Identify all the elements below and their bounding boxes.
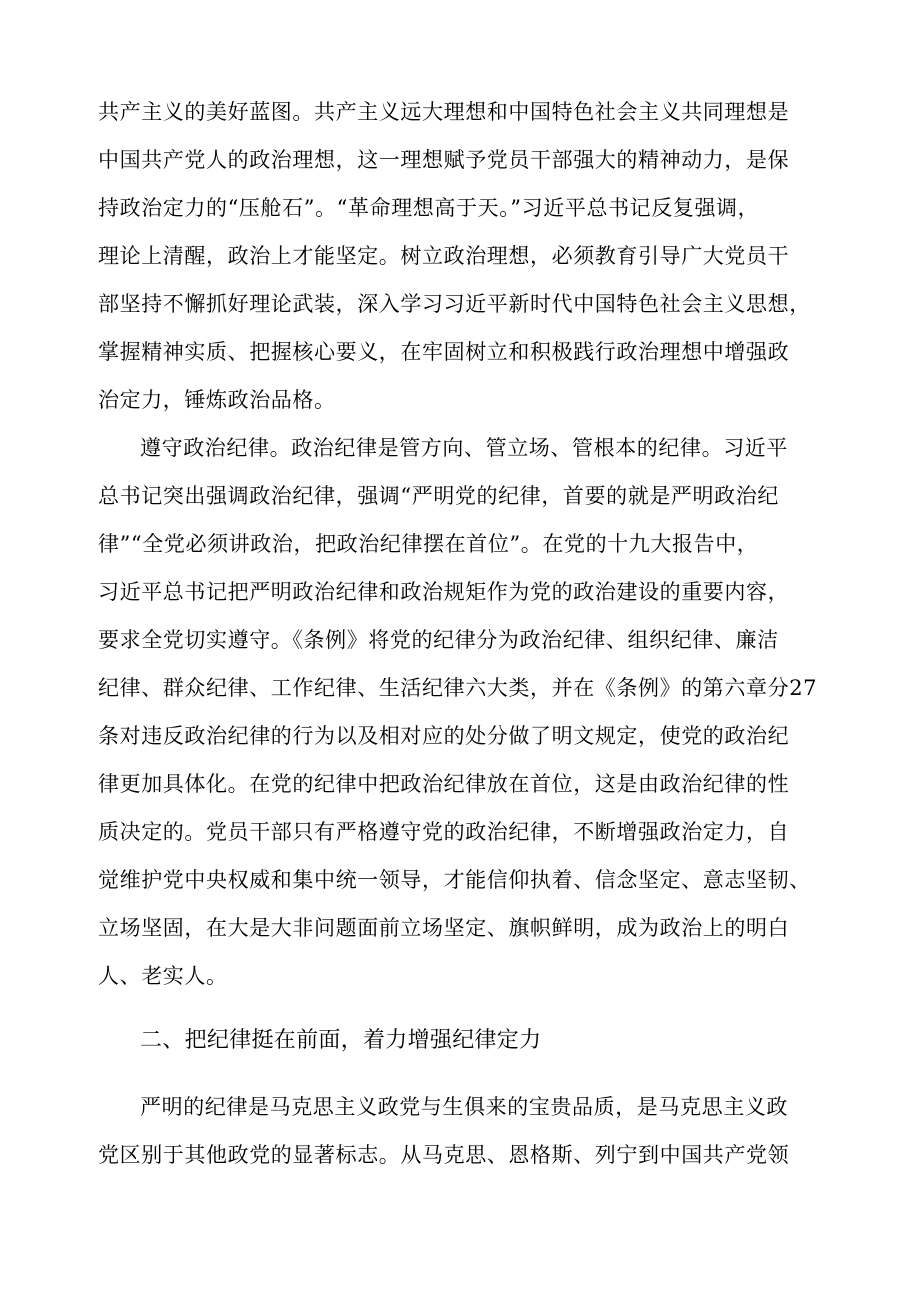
paragraph-line: 理论上清醒，政治上才能坚定。树立政治理想，必须教育引导广大党员干 [98,244,790,268]
paragraph-line: 习近平总书记把严明政治纪律和政治规矩作为党的政治建设的重要内容， [98,580,790,604]
section-heading: 二、把纪律挺在前面，着力增强纪律定力 [140,1028,542,1053]
paragraph-line: 立场坚固，在大是大非问题面前立场坚定、旗帜鲜明，成为政治上的明白 [98,916,790,940]
paragraph-line: 掌握精神实质、把握核心要义，在牢固树立和积极践行政治理想中增强政 [98,340,790,364]
paragraph-line: 持政治定力的“压舱石”。“革命理想高于天。”习近平总书记反复强调， [98,196,760,220]
paragraph-line: 律”“全党必须讲政治，把政治纪律摆在首位”。在党的十九大报告中， [98,532,759,556]
paragraph-line: 治定力，锤炼政治品格。 [98,388,336,412]
paragraph-line: 觉维护党中央权威和集中统一领导，才能信仰执着、信念坚定、意志坚韧、 [98,868,811,892]
paragraph-line: 纪律、群众纪律、工作纪律、生活纪律六大类，并在《条例》的第六章分27 [98,676,818,700]
paragraph-line: 严明的纪律是马克思主义政党与生俱来的宝贵品质，是马克思主义政 [140,1095,788,1119]
paragraph-line: 总书记突出强调政治纪律，强调“严明党的纪律，首要的就是严明政治纪 [98,484,779,508]
paragraph-line: 遵守政治纪律。政治纪律是管方向、管立场、管根本的纪律。习近平 [140,436,788,460]
paragraph-line: 共产主义的美好蓝图。共产主义远大理想和中国特色社会主义共同理想是 [98,100,790,124]
paragraph-line: 条对违反政治纪律的行为以及相对应的处分做了明文规定，使党的政治纪 [98,724,790,748]
paragraph-line: 律更加具体化。在党的纪律中把政治纪律放在首位，这是由政治纪律的性 [98,772,790,796]
paragraph-line: 中国共产党人的政治理想，这一理想赋予党员干部强大的精神动力，是保 [98,148,790,172]
paragraph-line: 人、老实人。 [98,964,228,988]
paragraph-line: 党区别于其他政党的显著标志。从马克思、恩格斯、列宁到中国共产党领 [98,1143,790,1167]
paragraph-line: 要求全党切实遵守。《条例》将党的纪律分为政治纪律、组织纪律、廉洁 [98,628,779,652]
paragraph-line: 质决定的。党员干部只有严格遵守党的政治纪律，不断增强政治定力，自 [98,820,790,844]
paragraph-line: 部坚持不懈抓好理论武装，深入学习习近平新时代中国特色社会主义思想， [98,292,811,316]
